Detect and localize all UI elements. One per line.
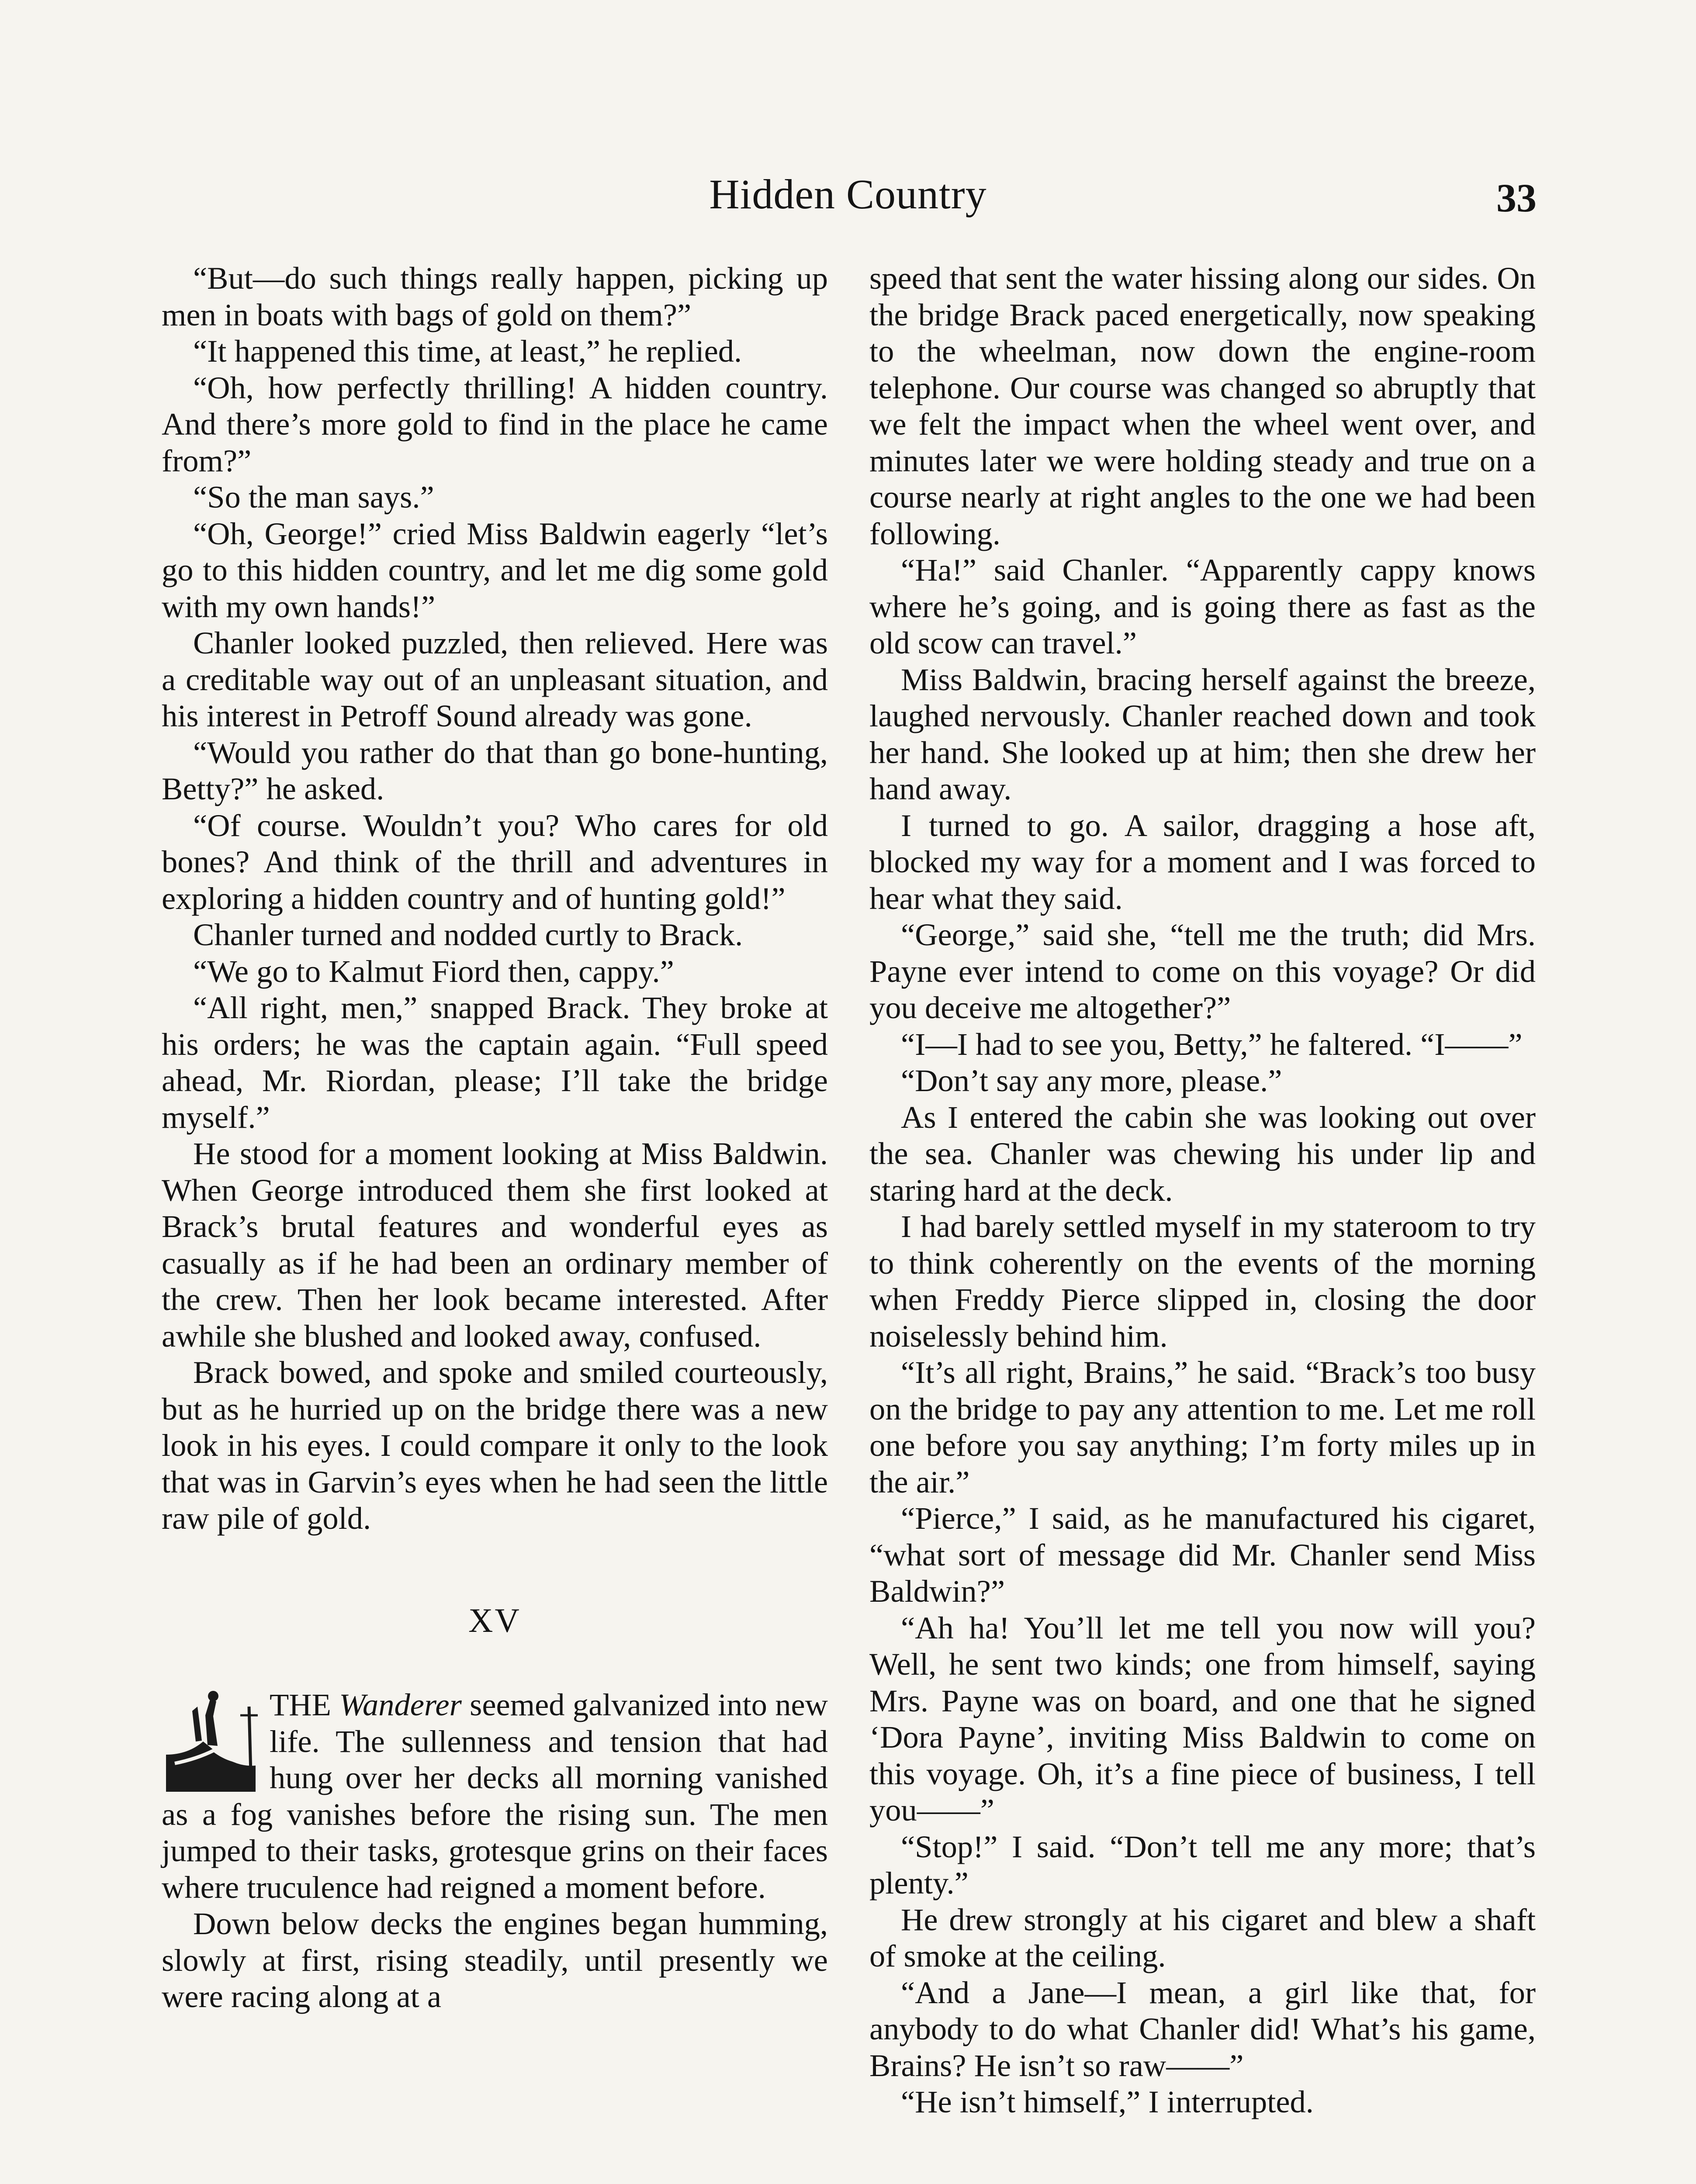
- paragraph: “Would you rather do that than go bone-hunting, Betty?” he asked.: [162, 734, 828, 806]
- paragraph: “We go to Kalmut Fiord then, cappy.”: [193, 953, 674, 989]
- paragraph: “Ha!” said Chanler. “Apparently cappy knows where he’s going, and is going there as fast as the old scow can travel.”: [869, 552, 1536, 660]
- left-paragraphs-after: [162, 1905, 828, 2015]
- left-paragraphs-before: [162, 260, 828, 1537]
- paragraph: “Stop!” I said. “Don’t tell me any more; that’s plenty.”: [869, 1828, 1536, 1901]
- drop-lead-word: THE: [270, 1687, 339, 1722]
- paragraph: “Oh, George!” cried Miss Baldwin eagerly “let’s go to this hidden country, and let me dig some gold with my own hands!”: [162, 515, 828, 624]
- paragraph: “I—I had to see you, Betty,” he faltered. “I——”: [901, 1026, 1523, 1062]
- paragraph: Chanler turned and nodded curtly to Brack.: [193, 917, 743, 952]
- continued-paragraph: speed that sent the water hissing along our sides. On the bridge Brack paced energetically, now speaking to the wheelman, now down the engine-room telephone. Our course was changed so abruptly that we felt the impact when the wheel went over, and minutes later we were holding steady and true on a course nearly at right angles to the one we had been following.: [869, 260, 1536, 551]
- sailor-drop-cap-ornament-icon: [162, 1689, 260, 1794]
- right-paragraphs: [869, 552, 1536, 2120]
- paragraph: “But—do such things really happen, picking up men in boats with bags of gold on them?”: [162, 260, 828, 332]
- running-head-title: Hidden Country: [709, 171, 987, 218]
- paragraph: “Of course. Wouldn’t you? Who cares for old bones? And think of the thrill and adventures in exploring a hidden country and of hunting gold!”: [162, 807, 828, 916]
- paragraph: “It’s all right, Brains,” he said. “Brack’s too busy on the bridge to pay any attention to me. Let me roll one before you say anything; I’m forty miles up in the air.”: [869, 1355, 1536, 1500]
- page-number: 33: [1496, 176, 1537, 220]
- section-heading: XV: [468, 1601, 521, 1639]
- paragraph: I had barely settled myself in my stateroom to try to think coherently on the events of the morning when Freddy Pierce slipped in, closing the door noiselessly behind him.: [869, 1209, 1536, 1354]
- paragraph: Down below decks the engines began humming, slowly at first, rising steadily, until presently we were racing along at a: [162, 1906, 828, 2014]
- ship-name: Wanderer: [339, 1687, 462, 1722]
- drop-paragraph-text: seemed galvanized into new life. The sullenness and tension that had hung over her decks all morning vanished as a fog vanishes before the rising sun. The men jumped to their tasks, grotesque grins on their faces where truculence had reigned a moment before.: [162, 1687, 828, 1905]
- paragraph: “George,” said she, “tell me the truth; did Mrs. Payne ever intend to come on this voyage? Or did you deceive me altogether?”: [869, 917, 1536, 1025]
- paragraph: “Oh, how perfectly thrilling! A hidden country. And there’s more gold to find in the place he came from?”: [162, 370, 828, 478]
- paragraph: “It happened this time, at least,” he replied.: [193, 333, 742, 369]
- paragraph: “So the man says.”: [193, 479, 434, 515]
- paragraph: Miss Baldwin, bracing herself against the breeze, laughed nervously. Chanler reached down and took her hand. She looked up at him; then she drew her hand away.: [869, 661, 1536, 806]
- paragraph: Chanler looked puzzled, then relieved. Here was a creditable way out of an unpleasant situation, and his interest in Petroff Sound already was gone.: [162, 625, 828, 733]
- paragraph: “Don’t say any more, please.”: [901, 1063, 1282, 1098]
- right-column: [869, 260, 1536, 2120]
- drop-paragraph: [162, 1686, 828, 1905]
- paragraph: “Ah ha! You’ll let me tell you now will you? Well, he sent two kinds; one from himself, saying Mrs. Payne was on board, and one that he signed ‘Dora Payne’, inviting Miss Baldwin to come on this voyage. Oh, it’s a fine piece of business, I tell you——”: [869, 1610, 1536, 1828]
- paragraph: He stood for a moment looking at Miss Baldwin. When George introduced them she first looked at Brack’s brutal features and wonderful eyes as casually as if he had been an ordinary member of the crew. Then her look became interested. After awhile she blushed and looked away, confused.: [162, 1136, 828, 1354]
- paragraph: As I entered the cabin she was looking out over the sea. Chanler was chewing his under lip and staring hard at the deck.: [869, 1099, 1536, 1208]
- paragraph: “Pierce,” I said, as he manufactured his cigaret, “what sort of message did Mr. Chanler send Miss Baldwin?”: [869, 1500, 1536, 1609]
- paragraph: He drew strongly at his cigaret and blew a shaft of smoke at the ceiling.: [869, 1901, 1536, 1973]
- paragraph: I turned to go. A sailor, dragging a hose aft, blocked my way for a moment and I was forced to hear what they said.: [869, 807, 1536, 916]
- paragraph: Brack bowed, and spoke and smiled courteously, but as he hurried up on the bridge there was a new look in his eyes. I could compare it only to the look that was in Garvin’s eyes when he had seen the little raw pile of gold.: [162, 1355, 828, 1536]
- left-column: [162, 260, 828, 2015]
- paragraph: “He isn’t himself,” I interrupted.: [901, 2084, 1314, 2119]
- paragraph: “All right, men,” snapped Brack. They broke at his orders; he was the captain again. “Full speed ahead, Mr. Riordan, please; I’ll take the bridge myself.”: [162, 990, 828, 1135]
- paragraph: “And a Jane—I mean, a girl like that, for anybody to do what Chanler did! What’s his game, Brains? He isn’t so raw——”: [869, 1974, 1536, 2083]
